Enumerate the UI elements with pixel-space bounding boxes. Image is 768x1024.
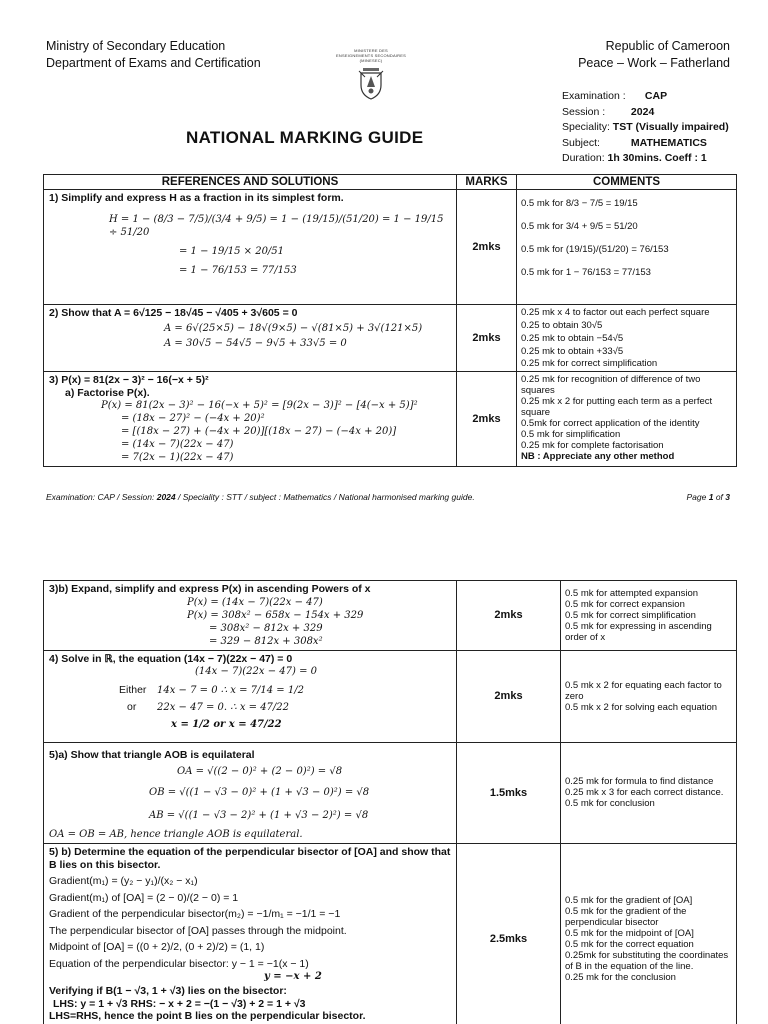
department-name: Department of Exams and Certification: [46, 56, 261, 70]
q3-line5: = 7(2x − 1)(22x − 47): [121, 452, 234, 463]
q3-line3: = [(18x − 27) + (−4x + 20)][(18x − 27) − (−4x + 20)]: [121, 426, 397, 437]
q3-line4: = (14x − 7)(22x − 47): [121, 439, 234, 450]
q3-line2: = (18x − 27)² − (−4x + 20)²: [121, 413, 265, 424]
q3-comment-1: 0.25 mk for recognition of difference of two squares: [521, 374, 701, 396]
q3b-comment-3: 0.5 mk for correct simplification: [565, 609, 696, 621]
q4-marks: 2mks: [457, 650, 561, 742]
footer-suffix: / Speciality : STT / subject : Mathematics / National harmonised marking guide.: [175, 492, 475, 502]
q3-comment-4: 0.5 mk for simplification: [521, 429, 621, 440]
q3b-question: 3)b) Expand, simplify and express P(x) in ascending Powers of x: [49, 583, 371, 595]
q3b-line1: P(x) = (14x − 7)(22x − 47): [187, 596, 323, 608]
q5b-row: [44, 844, 737, 1024]
q1-row: [44, 190, 737, 305]
minesec-emblem: [335, 48, 407, 101]
q5b-marks: 2.5mks: [457, 844, 561, 1024]
exam-info: [562, 89, 729, 167]
q2-comment-1: 0.25 mk x 4 to factor out each perfect square: [521, 307, 710, 318]
q1-comment-1: 0.5 mk for 8/3 − 7/5 = 19/15: [521, 198, 638, 209]
q2-comment-5: 0.25 mk for correct simplification: [521, 358, 658, 369]
subject-label: Subject:: [562, 136, 600, 149]
q5b-comment-6: 0.25 mk for the conclusion: [565, 971, 676, 983]
q3-comment-2: 0.25 mk x 2 for putting each term as a perfect square: [521, 396, 713, 418]
q5b-comment-3: 0.5 mk for the midpoint of [OA]: [565, 927, 694, 939]
q5b-comment-4: 0.5 mk for the correct equation: [565, 938, 694, 950]
q4-either-eq: 14x − 7 = 0 ∴ x = 7/14 = 1/2: [157, 685, 304, 696]
duration-label: Duration:: [562, 152, 605, 164]
session-label: Session :: [562, 105, 606, 118]
duration-value: 1h 30mins. Coeff : 1: [607, 152, 707, 164]
q5b-verify: Verifying if B(1 − √3, 1 + √3) lies on the bisector:: [49, 985, 287, 997]
q5b-comment-2: 0.5 mk for the gradient of the perpendicular bisector: [565, 905, 687, 928]
q1-line2: = 1 − 19/15 × 20/51: [179, 245, 285, 257]
q5b-final: LHS=RHS, hence the point B lies on the perpendicular bisector.: [49, 1010, 366, 1022]
header-marks: MARKS: [457, 175, 517, 190]
q5a-question: 5)a) Show that triangle AOB is equilateral: [49, 748, 255, 761]
speciality-value: TST (Visually impaired): [612, 121, 729, 133]
q5a-marks: 1.5mks: [457, 742, 561, 844]
q3b-comment-1: 0.5 mk for attempted expansion: [565, 587, 699, 599]
q4-comment-1: 0.5 mk x 2 for equating each factor to zero: [565, 679, 722, 702]
q5b-question: 5) b) Determine the equation of the perpendicular bisector of [OA] and show that B lies on this bisector.: [49, 846, 451, 871]
q1-comment-2: 0.5 mk for 3/4 + 9/5 = 51/20: [521, 221, 638, 232]
page-title: NATIONAL MARKING GUIDE: [186, 128, 424, 147]
page-total: 3: [725, 492, 730, 502]
q4-or-eq: 22x − 47 = 0. ∴ x = 47/22: [157, 702, 290, 713]
q5b-line3: Gradient of the perpendicular bisector(m₂) = −1/m₁ = −1/1 = −1: [49, 908, 341, 920]
q3b-comment-2: 0.5 mk for correct expansion: [565, 598, 685, 610]
q3b-comment-4: 0.5 mk for expressing in ascending order of x: [565, 620, 712, 643]
q2-marks: 2mks: [457, 305, 517, 372]
q4-either-label: Either: [119, 684, 147, 696]
subject-value: MATHEMATICS: [630, 136, 707, 149]
q5b-lhs-rhs: LHS: y = 1 + √3 RHS: − x + 2 = −(1 − √3) + 2 = 1 + √3: [53, 997, 306, 1010]
q4-comment-2: 0.5 mk x 2 for solving each equation: [565, 701, 718, 713]
q4-line1: (14x − 7)(22x − 47) = 0: [195, 666, 317, 677]
q5b-line6: Equation of the perpendicular bisector: y − 1 = −1(x − 1): [49, 957, 309, 970]
republic-name: Republic of Cameroon: [605, 39, 730, 53]
q5b-comment-5: 0.25mk for substituting the coordinates of B in the equation of the line.: [565, 949, 729, 972]
q5a-comment-2: 0.25 mk x 3 for each correct distance.: [565, 787, 724, 799]
q3b-line3: = 308x² − 812x + 329: [209, 622, 323, 634]
q4-result: x = 1/2 or x = 47/22: [171, 719, 282, 730]
q2-line1: A = 6√(25×5) − 18√(9×5) − √(81×5) + 3√(121×5): [164, 322, 423, 334]
marking-table-page2: [43, 580, 737, 1024]
q3b-line2: P(x) = 308x² − 658x − 154x + 329: [187, 609, 364, 621]
session-value: 2024: [630, 105, 655, 118]
page-current: 1: [708, 492, 714, 502]
q5a-line2: OB = √((1 − √3 − 0)² + (1 + √3 − 0)²) = √8: [149, 787, 370, 798]
q4-row: [44, 650, 737, 742]
q5b-comment-1: 0.5 mk for the gradient of [OA]: [565, 894, 693, 906]
q2-row: [44, 305, 737, 372]
q2-comment-3: 0.25 mk to obtain −54√5: [521, 333, 624, 344]
q5a-comment-1: 0.25 mk for formula to find distance: [565, 776, 714, 788]
q5b-line5: Midpoint of [OA] = ((0 + 2)/2, (0 + 2)/2) = (1, 1): [49, 941, 265, 953]
emblem-text: MINISTERE DES ENSEIGNEMENTS SECONDAIRES: [336, 48, 406, 58]
q5b-line1: Gradient(m₁) = (y₂ − y₁)/(x₂ − x₁): [49, 875, 198, 887]
national-motto: Peace – Work – Fatherland: [578, 56, 730, 70]
q5a-conclusion: OA = OB = AB, hence triangle AOB is equilateral.: [49, 829, 303, 840]
q1-comment-4: 0.5 mk for 1 − 76/153 = 77/153: [521, 267, 651, 278]
q2-question: 2) Show that A = 6√125 − 18√45 − √405 + 3√605 = 0: [49, 307, 298, 319]
q5a-line1: OA = √((2 − 0)² + (2 − 0)²) = √8: [177, 766, 343, 777]
footer-prefix: Examination: CAP / Session:: [46, 492, 157, 502]
q5a-row: [44, 742, 737, 844]
page-prefix: Page: [686, 492, 709, 502]
q5a-line3: AB = √((1 − √3 − 2)² + (1 + √3 − 2)²) = √8: [149, 810, 369, 821]
q1-line3: = 1 − 76/153 = 77/153: [179, 264, 297, 276]
speciality-label: Speciality:: [562, 121, 610, 133]
q3b-line4: = 329 − 812x + 308x²: [209, 635, 323, 647]
emblem-abbrev: (MINESEC): [359, 58, 383, 63]
q5a-comment-3: 0.5 mk for conclusion: [565, 798, 655, 810]
footer-session: 2024: [156, 492, 176, 502]
header-comments: COMMENTS: [517, 175, 737, 190]
ministry-name: Ministry of Secondary Education: [46, 39, 226, 53]
marking-table-page1: [43, 174, 737, 467]
q2-comment-2: 0.25 to obtain 30√5: [521, 320, 603, 331]
q2-comment-4: 0.25 mk to obtain +33√5: [521, 346, 624, 357]
q3-row: [44, 372, 737, 467]
q1-question: 1) Simplify and express H as a fraction in its simplest form.: [49, 192, 344, 204]
page-footer: [46, 492, 475, 502]
q4-question: 4) Solve in ℝ, the equation (14x − 7)(22x − 47) = 0: [49, 652, 293, 665]
q3b-marks: 2mks: [457, 581, 561, 651]
q1-comment-3: 0.5 mk for (19/15)/(51/20) = 76/153: [521, 244, 669, 255]
q3-comment-5: 0.25 mk for complete factorisation: [521, 440, 664, 451]
page-number: [687, 492, 731, 502]
q1-line1: H = 1 − (8/3 − 7/5)/(3/4 + 9/5) = 1 − (19/15)/(51/20) = 1 − 19/15 ÷ 51/20: [109, 213, 444, 238]
page-of: of: [713, 492, 726, 502]
q4-or-label: or: [127, 701, 137, 713]
q5b-line7: y = −x + 2: [264, 971, 322, 982]
q3-line1: P(x) = 81(2x − 3)² − 16(−x + 5)² = [9(2x − 3)]² − [4(−x + 5)]²: [101, 400, 418, 411]
q3b-row: [44, 581, 737, 651]
q3-question: 3) P(x) = 81(2x − 3)² − 16(−x + 5)²: [49, 374, 209, 386]
q3-comment-3: 0.5mk for correct application of the identity: [521, 418, 700, 429]
q3-note: NB : Appreciate any other method: [521, 451, 675, 462]
exam-value: CAP: [644, 90, 668, 102]
q5b-line2: Gradient(m₁) of [OA] = (2 − 0)/(2 − 0) = 1: [49, 891, 239, 904]
q3-marks: 2mks: [457, 372, 517, 467]
header-references: REFERENCES AND SOLUTIONS: [44, 175, 457, 190]
ministry-header: [46, 38, 261, 72]
republic-header: [578, 38, 730, 72]
coat-of-arms-icon: [357, 67, 385, 101]
q3-subquestion: a) Factorise P(x).: [65, 386, 150, 399]
q5b-line4: The perpendicular bisector of [OA] passes through the midpoint.: [49, 924, 347, 937]
exam-label: Examination :: [562, 90, 626, 102]
q2-line2: A = 30√5 − 54√5 − 9√5 + 33√5 = 0: [164, 337, 347, 349]
q1-marks: 2mks: [457, 190, 517, 305]
